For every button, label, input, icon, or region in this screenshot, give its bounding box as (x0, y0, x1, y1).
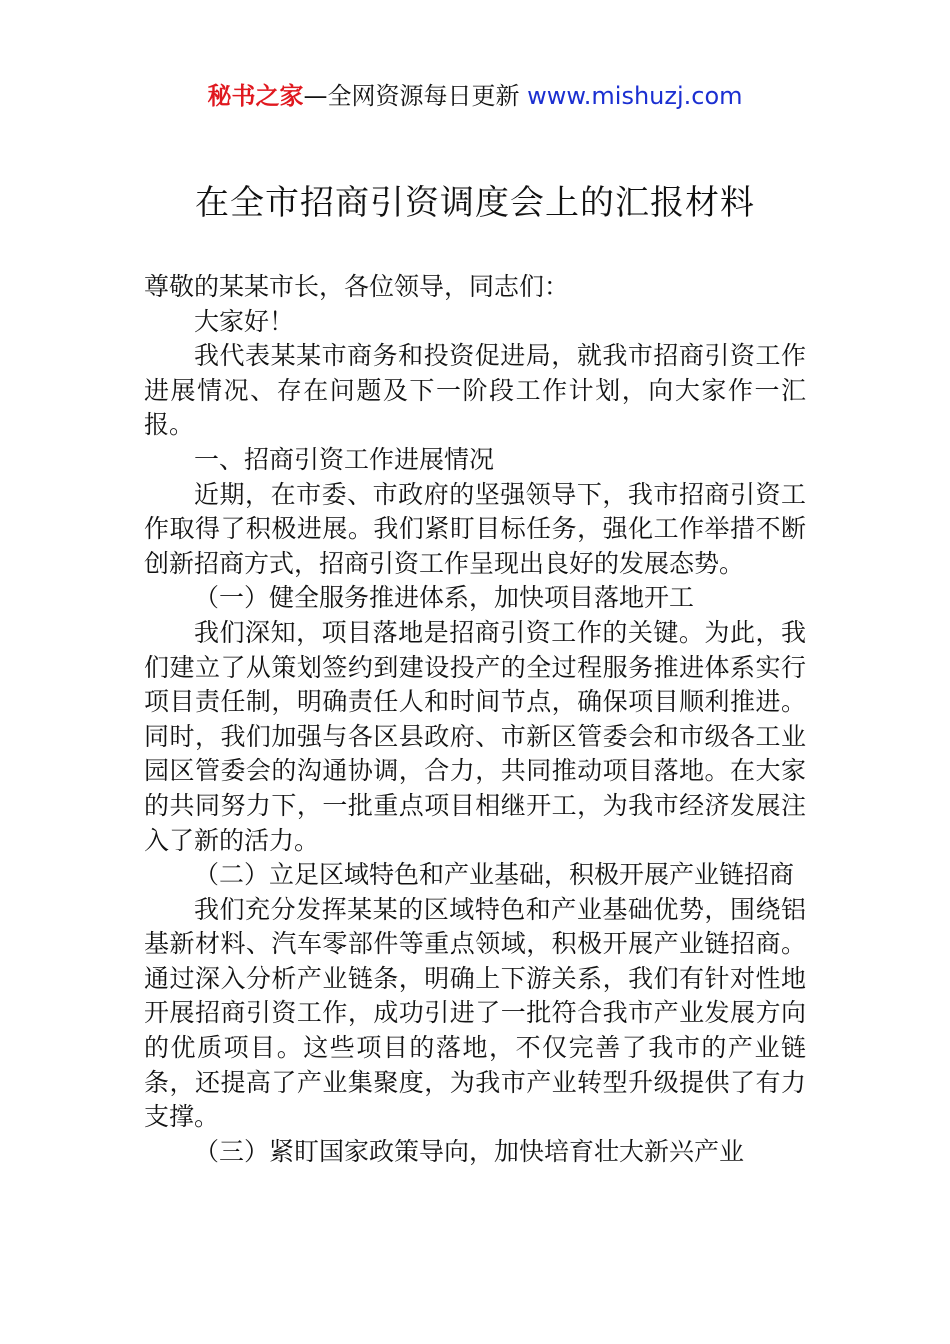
site-slogan: —全网资源每日更新 (303, 82, 520, 110)
document-body (144, 270, 806, 1169)
site-header (0, 78, 950, 114)
subsection-heading-1: （一）健全服务推进体系，加快项目落地开工 (194, 583, 695, 613)
paragraph-greeting: 大家好！ (194, 306, 295, 336)
brand-name: 秘书之家 (207, 82, 304, 110)
paragraph-progress: 近期，在市委、市政府的坚强领导下，我市招商引资工作取得了积极进展。我们紧盯目标任务，强化工作举措不断创新招商方式，招商引资工作呈现出良好的发展态势。 (144, 479, 806, 578)
section-heading-1: 一、招商引资工作进展情况 (194, 444, 495, 474)
paragraph-industry-chain: 我们充分发挥某某的区域特色和产业基础优势，围绕铝基新材料、汽车零部件等重点领域，积极开展产业链招商。通过深入分析产业链条，明确上下游关系，我们有针对性地开展招商引资工作，成功引进了一批符合我市产业发展方向的优质项目。这些项目的落地，不仅完善了我市的产业链条，还提高了产业集聚度，为我市产业转型升级提供了有力支撑。 (144, 894, 806, 1132)
subsection-heading-3: （三）紧盯国家政策导向，加快培育壮大新兴产业 (194, 1136, 745, 1166)
paragraph-service-system: 我们深知，项目落地是招商引资工作的关键。为此，我们建立了从策划签约到建设投产的全过程服务推进体系实行项目责任制，明确责任人和时间节点，确保项目顺利推进。同时，我们加强与各区县政府、市新区管委会和市级各工业园区管委会的沟通协调，合力，共同推动项目落地。在大家的共同努力下，一批重点项目相继开工，为我市经济发展注入了新的活力。 (144, 617, 806, 855)
document-title: 在全市招商引资调度会上的汇报材料 (195, 183, 755, 223)
paragraph-intro: 我代表某某市商务和投资促进局，就我市招商引资工作进展情况、存在问题及下一阶段工作计划，向大家作一汇报。 (144, 341, 806, 440)
subsection-heading-2: （二）立足区域特色和产业基础，积极开展产业链招商 (194, 860, 795, 890)
site-url-link[interactable]: www.mishuzj.com (527, 82, 743, 110)
salutation: 尊敬的某某市长，各位领导，同志们： (144, 272, 570, 301)
